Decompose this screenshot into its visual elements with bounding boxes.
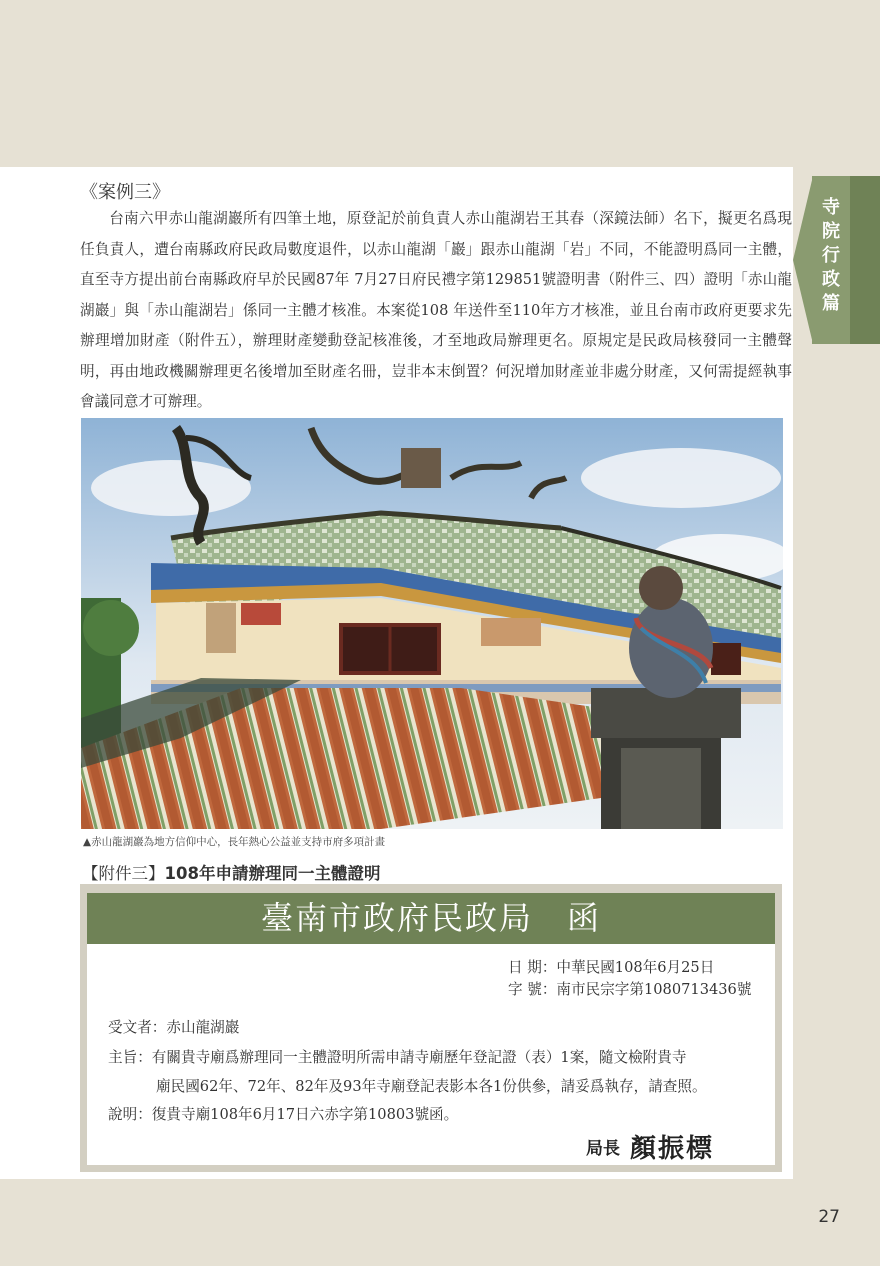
case-paragraph: 台南六甲赤山龍湖巖所有四筆土地，原登記於前負責人赤山龍湖岩王其春（深鏡法師）名下，擬更名爲現任負責人，遭台南縣政府民政局數度退件，以赤山龍湖「巖」跟赤山龍湖「岩」不同，不能證明爲同一主體，直至寺方提出前台南縣政府早於民國87年 7月27日府民禮字第129851號證明書（附件三、四）證明「赤山龍湖巖」與「赤山龍湖岩」係同一主體才核准。本案從108 年送件至110年方才核准，並且台南市政府更要求先辦理增加財產（附件五），辦理財產變動登記核准後，才至地政局辦理更名。原規定是民政局核發同一主體聲明，再由地政機關辦理更名後增加至財產名冊，豈非本末倒置？何況增加財產並非處分財產，又何需提經執事會議同意才可辦理。 — [80, 210, 792, 410]
letter-recipient: 受文者：赤山龍湖巖 — [108, 1019, 240, 1036]
side-tab-char: 寺 — [822, 197, 840, 218]
side-tab-char: 政 — [822, 269, 840, 290]
letter-explanation: 說明：復貴寺廟108年6月17日六赤字第10803號函。 — [108, 1106, 459, 1123]
attachment-title: 108年申請辦理同一主體證明 — [164, 864, 381, 883]
attachment-label: 附件三 — [98, 864, 148, 883]
top-margin-band — [0, 0, 880, 167]
side-tab-char: 行 — [822, 245, 840, 266]
letter-subject-line-1: 主旨：有關貴寺廟爲辦理同一主體證明所需申請寺廟歷年登記證（表）1案，隨文檢附貴寺 — [108, 1049, 687, 1066]
letter-meta — [508, 957, 751, 1001]
temple-photo — [81, 418, 783, 829]
signature-role: 局長 — [586, 1139, 620, 1159]
letter-number: 字 號：南市民宗字第1080713436號 — [508, 981, 752, 998]
attachment-bracket-close: 】 — [148, 864, 165, 883]
side-tab-label — [812, 196, 850, 316]
attachment-heading — [82, 860, 380, 884]
letter-subject-line-2: 廟民國62年、72年、82年及93年寺廟登記表影本各1份供參，請妥爲執存，請查照。 — [156, 1078, 707, 1095]
side-tab-char: 院 — [822, 221, 840, 242]
case-heading: 《案例三》 — [80, 182, 170, 203]
signature-name: 顏振標 — [630, 1134, 715, 1164]
letter-signature — [586, 1128, 714, 1165]
page-number: 27 — [818, 1207, 840, 1227]
side-tab-arrow — [793, 176, 813, 344]
letter-date: 日 期：中華民國108年6月25日 — [508, 959, 715, 976]
side-tab-char: 篇 — [822, 293, 840, 314]
side-tab-stripe — [850, 176, 880, 344]
bottom-margin-band — [0, 1179, 880, 1266]
attachment-bracket-open: 【 — [82, 864, 99, 883]
letter-header: 臺南市政府民政局 函 — [87, 893, 775, 944]
photo-caption: ▲赤山龍湖巖為地方信仰中心，長年熱心公益並支持市府多項計畫 — [83, 836, 386, 848]
